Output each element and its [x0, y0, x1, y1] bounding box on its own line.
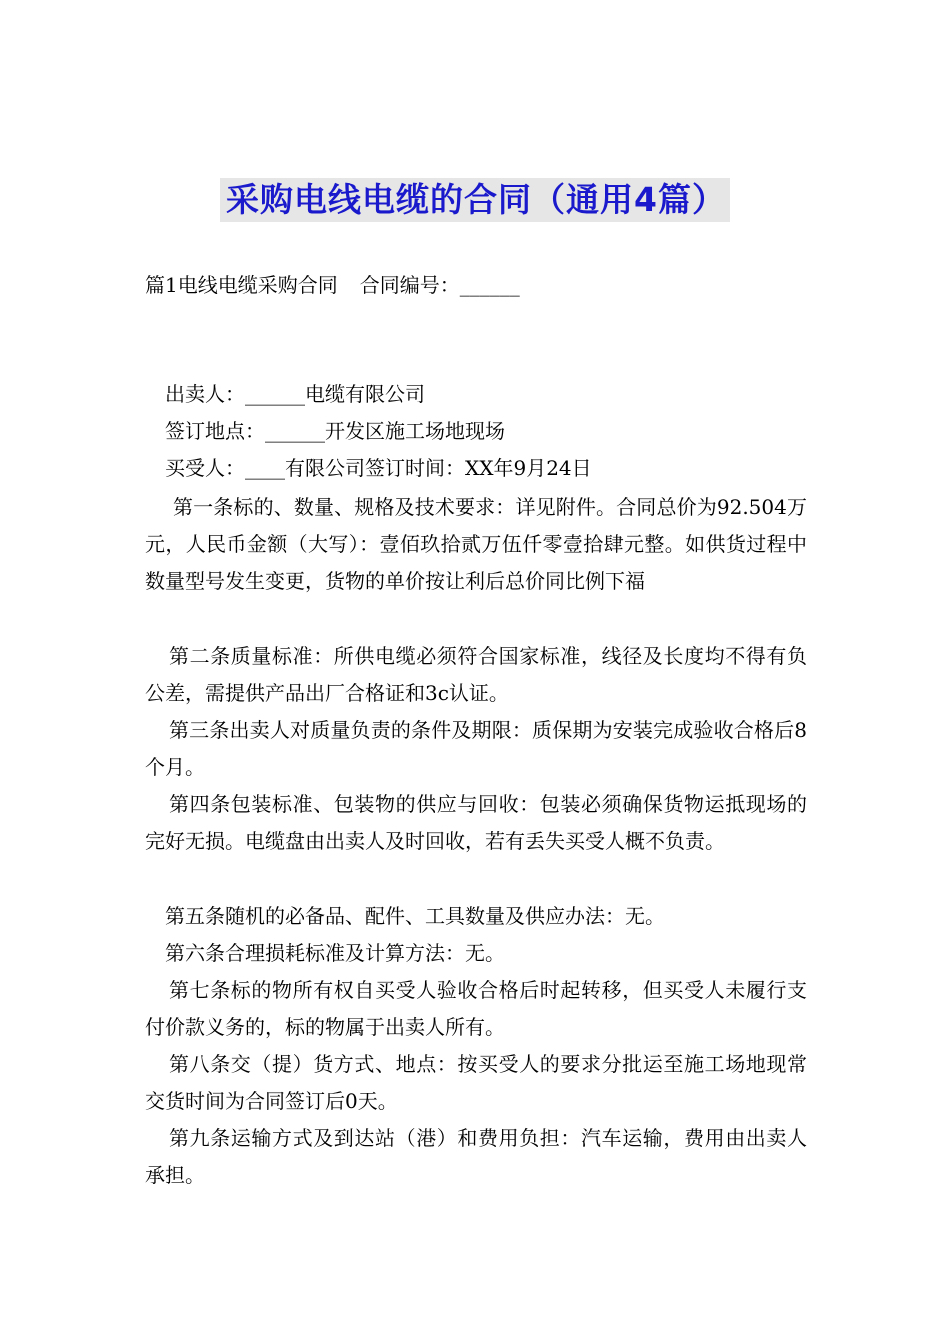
buyer-line: 买受人：____有限公司签订时间：XX年9月24日: [165, 456, 592, 480]
article-3: 第三条出卖人对质量负责的条件及期限：质保期为安装完成验收合格后8个月。: [145, 718, 807, 779]
article-5: 第五条随机的必备品、配件、工具数量及供应办法：无。: [165, 904, 665, 928]
article-9: 第九条运输方式及到达站（港）和费用负担：汽车运输，费用由出卖人承担。: [145, 1126, 807, 1187]
seller-line: 出卖人：______电缆有限公司: [165, 382, 425, 406]
article-7: 第七条标的物所有权自买受人验收合格后时起转移，但买受人未履行支付价款义务的，标的物属于出卖人所有。: [145, 978, 807, 1039]
article-4: 第四条包装标准、包装物的供应与回收：包装必须确保货物运抵现场的完好无损。电缆盘由出卖人及时回收，若有丢失买受人概不负责。: [145, 792, 807, 853]
article-2: 第二条质量标准：所供电缆必须符合国家标准，线径及长度均不得有负公差，需提供产品出厂合格证和3c认证。: [145, 644, 807, 705]
contract-number: 合同编号：______: [359, 273, 520, 297]
contract-name: 篇1电线电缆采购合同: [145, 273, 338, 297]
document-title: 采购电线电缆的合同（通用4篇）: [220, 178, 730, 222]
contract-header-line: [145, 270, 520, 300]
article-1: 第一条标的、数量、规格及技术要求：详见附件。合同总价为92.504万元，人民币金额（大写）：壹佰玖拾贰万伍仟零壹拾肆元整。如供货过程中数量型号发生变更，货物的单价按让利后总价同比例下福: [145, 495, 807, 593]
article-6: 第六条合理损耗标准及计算方法：无。: [165, 941, 505, 965]
title-block: [0, 178, 950, 222]
signing-location-line: 签订地点：______开发区施工场地现场: [165, 419, 505, 443]
article-8: 第八条交（提）货方式、地点：按买受人的要求分批运至施工场地现常交货时间为合同签订后0天。: [145, 1052, 807, 1113]
